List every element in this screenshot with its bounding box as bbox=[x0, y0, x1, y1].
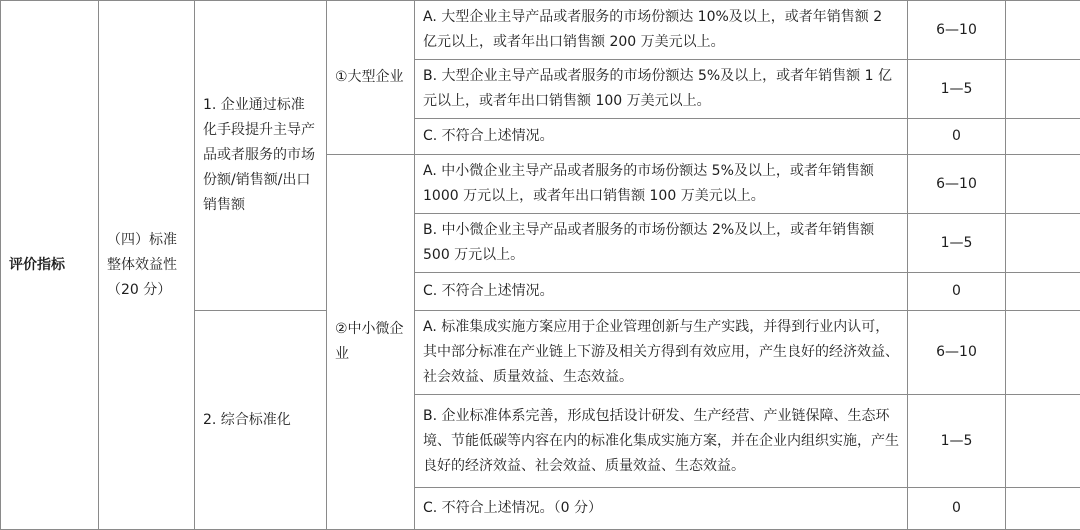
score-cell: 0 bbox=[908, 273, 1006, 311]
criterion-cell: B. 中小微企业主导产品或者服务的市场份额达 2%及以上，或者年销售额 500 万元以上。 bbox=[415, 214, 908, 273]
indicator-cell: 1. 企业通过标准化手段提升主导产品或者服务的市场份额/销售额/出口销售额 bbox=[195, 1, 327, 311]
category-cell: 评价指标 bbox=[1, 1, 99, 530]
remark-cell bbox=[1006, 273, 1080, 311]
criterion-cell: A. 标准集成实施方案应用于企业管理创新与生产实践，并得到行业内认可，其中部分标准在产业链上下游及相关方得到有效应用，产生良好的经济效益、社会效益、质量效益、生态效益。 bbox=[415, 311, 908, 395]
remark-cell bbox=[1006, 311, 1080, 395]
score-cell: 1—5 bbox=[908, 395, 1006, 488]
remark-cell bbox=[1006, 60, 1080, 119]
indicator-cell: 2. 综合标准化 bbox=[195, 311, 327, 530]
criterion-cell: C. 不符合上述情况。 bbox=[415, 119, 908, 155]
score-cell: 1—5 bbox=[908, 60, 1006, 119]
remark-cell bbox=[1006, 155, 1080, 214]
score-cell: 6—10 bbox=[908, 311, 1006, 395]
remark-cell bbox=[1006, 1, 1080, 60]
sub-category-cell: （四）标准整体效益性（20 分） bbox=[99, 1, 195, 530]
remark-cell bbox=[1006, 395, 1080, 488]
score-cell: 0 bbox=[908, 119, 1006, 155]
enterprise-type-cell: ②中小微企业 bbox=[327, 155, 415, 530]
criterion-cell: C. 不符合上述情况。（0 分） bbox=[415, 488, 908, 530]
score-cell: 0 bbox=[908, 488, 1006, 530]
remark-cell bbox=[1006, 119, 1080, 155]
criterion-cell: C. 不符合上述情况。 bbox=[415, 273, 908, 311]
remark-cell bbox=[1006, 488, 1080, 530]
criterion-cell: A. 大型企业主导产品或者服务的市场份额达 10%及以上，或者年销售额 2 亿元以上，或者年出口销售额 200 万美元以上。 bbox=[415, 1, 908, 60]
score-cell: 6—10 bbox=[908, 155, 1006, 214]
criterion-cell: B. 大型企业主导产品或者服务的市场份额达 5%及以上，或者年销售额 1 亿元以上，或者年出口销售额 100 万美元以上。 bbox=[415, 60, 908, 119]
score-cell: 1—5 bbox=[908, 214, 1006, 273]
table-row bbox=[1, 1, 1080, 60]
enterprise-type-cell: ①大型企业 bbox=[327, 1, 415, 155]
score-cell: 6—10 bbox=[908, 1, 1006, 60]
remark-cell bbox=[1006, 214, 1080, 273]
criterion-cell: B. 企业标准体系完善，形成包括设计研发、生产经营、产业链保障、生态环境、节能低碳等内容在内的标准化集成实施方案，并在企业内组织实施，产生良好的经济效益、社会效益、质量效益、生态效益。 bbox=[415, 395, 908, 488]
criterion-cell: A. 中小微企业主导产品或者服务的市场份额达 5%及以上，或者年销售额 1000 万元以上，或者年出口销售额 100 万美元以上。 bbox=[415, 155, 908, 214]
